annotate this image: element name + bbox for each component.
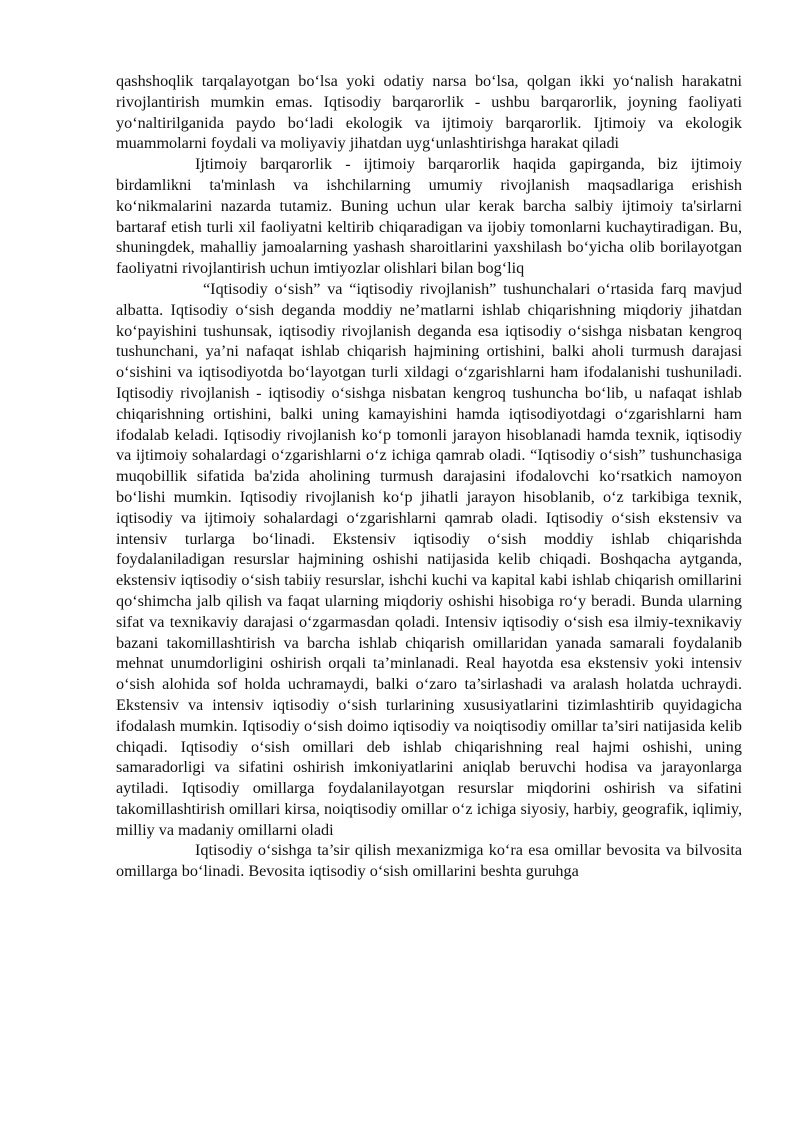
paragraph-social-sustainability: Ijtimoiy barqarorlik - ijtimoiy barqarorlik haqida gapirganda, biz ijtimoiy birdamlikni ta'minlash va ishchilarning umumiy rivojlanish maqsadlariga erishish ko‘nikmalarini nazarda tutamiz. Buning uchun ular kerak barcha salbiy ijtimoiy ta'sirlarni bartaraf etish turli xil faoliyatni keltirib chiqaradigan va ijobiy tomonlarni kuchaytiradigan. Bu, shuningdek, mahalliy jamoalarning yashash sharoitlarini yaxshilash bo‘yicha olib borilayotgan faoliyatni rivojlantirish uchun imtiyozlar olishlari bilan bog‘liq bbox=[116, 155, 742, 278]
paragraph-economic-growth: “Iqtisodiy o‘sish” va “iqtisodiy rivojlanish” tushunchalari o‘rtasida farq mavjud albatta. Iqtisodiy o‘sish deganda moddiy ne’matlarni ishlab chiqarishning miqdoriy jihatdan ko‘payishini tushunsak, iqtisodiy rivojlanish deganda esa iqtisodiy o‘sishga nisbatan kengroq tushunchani, ya’ni nafaqat ishlab chiqarish hajmining ortishini, balki aholi turmush darajasi o‘sishini va iqtisodiyotda bo‘layotgan turli xildagi o‘zgarishlarni ham ifodalanishi tushuniladi. Iqtisodiy rivojlanish - iqtisodiy o‘sishga nisbatan kengroq tushuncha bo‘lib, u nafaqat ishlab chiqarishning ortishini, balki uning kamayishini hamda iqtisodiyotdagi o‘zgarishlarni ham ifodalab keladi. Iqtisodiy rivojlanish ko‘p tomonli jarayon hisoblanadi hamda texnik, iqtisodiy va ijtimoiy sohalardagi o‘zgarishlarni o‘z ichiga qamrab oladi. “Iqtisodiy o‘sish” tushunchasiga muqobillik sifatida ba'zida aholining turmush darajasini ifodalovchi ko‘rsatkich namoyon bo‘lishi mumkin. Iqtisodiy rivojlanish ko‘p jihatli jarayon hisoblanib, o‘z tarkibiga texnik, iqtisodiy va ijtimoiy sohalardagi o‘zgarishlarni qamrab oladi. Iqtisodiy o‘sish ekstensiv va intensiv turlarga bo‘linadi. Ekstensiv iqtisodiy o‘sish moddiy ishlab chiqarishda foydalaniladigan resurslar hajmining oshishi natijasida kelib chiqadi. Boshqacha aytganda, ekstensiv iqtisodiy o‘sish tabiiy resurslar, ishchi kuchi va kapital kabi ishlab chiqarish omillarini qo‘shimcha jalb qilish va faqat ularning miqdoriy oshishi hisobiga ro‘y beradi. Bunda ularning sifat va texnikaviy darajasi o‘zgarmasdan qoladi. Intensiv iqtisodiy o‘sish esa ilmiy-texnikaviy bazani takomillashtirish va barcha ishlab chiqarish omillaridan yanada samarali foydalanib mehnat unumdorligini oshirish orqali ta’minlanadi. Real hayotda esa ekstensiv yoki intensiv o‘sish alohida sof holda uchramaydi, balki o‘zaro ta’sirlashadi va aralash holatda uchraydi. Ekstensiv va intensiv iqtisodiy o‘sish turlarining xususiyatlarini tizimlashtirib quyidagicha ifodalash mumkin. Iqtisodiy o‘sish doimo iqtisodiy va noiqtisodiy omillar ta’siri natijasida kelib chiqadi. Iqtisodiy o‘sish omillari deb ishlab chiqarishning real hajmi oshishi, uning samaradorligi va sifatini oshirish imkoniyatlarini aniqlab beruvchi hodisa va jarayonlarga aytiladi. Iqtisodiy omillarga foydalanilayotgan resurslar miqdorini oshirish va sifatini takomillashtirish omillari kirsa, noiqtisodiy omillar o‘z ichiga siyosiy, harbiy, geografik, iqlimiy, milliy va madaniy omillarni oladi bbox=[116, 279, 742, 839]
paragraph-continuation: qashshoqlik tarqalayotgan bo‘lsa yoki odatiy narsa bo‘lsa, qolgan ikki yo‘nalish harakatni rivojlantirish mumkin emas. Iqtisodiy barqarorlik - ushbu barqarorlik, joyning faoliyati yo‘naltirilganida paydo bo‘ladi ekologik va ijtimoiy barqarorlik. Ijtimoiy va ekologik muammolarni foydali va moliyaviy jihatdan uyg‘unlashtirishga harakat qiladi bbox=[116, 72, 742, 153]
document-page bbox=[116, 71, 742, 882]
paragraph-growth-factors: Iqtisodiy o‘sishga ta’sir qilish mexanizmiga ko‘ra esa omillar bevosita va bilvosita omillarga bo‘linadi. Bevosita iqtisodiy o‘sish omillarini beshta guruhga bbox=[116, 841, 742, 881]
